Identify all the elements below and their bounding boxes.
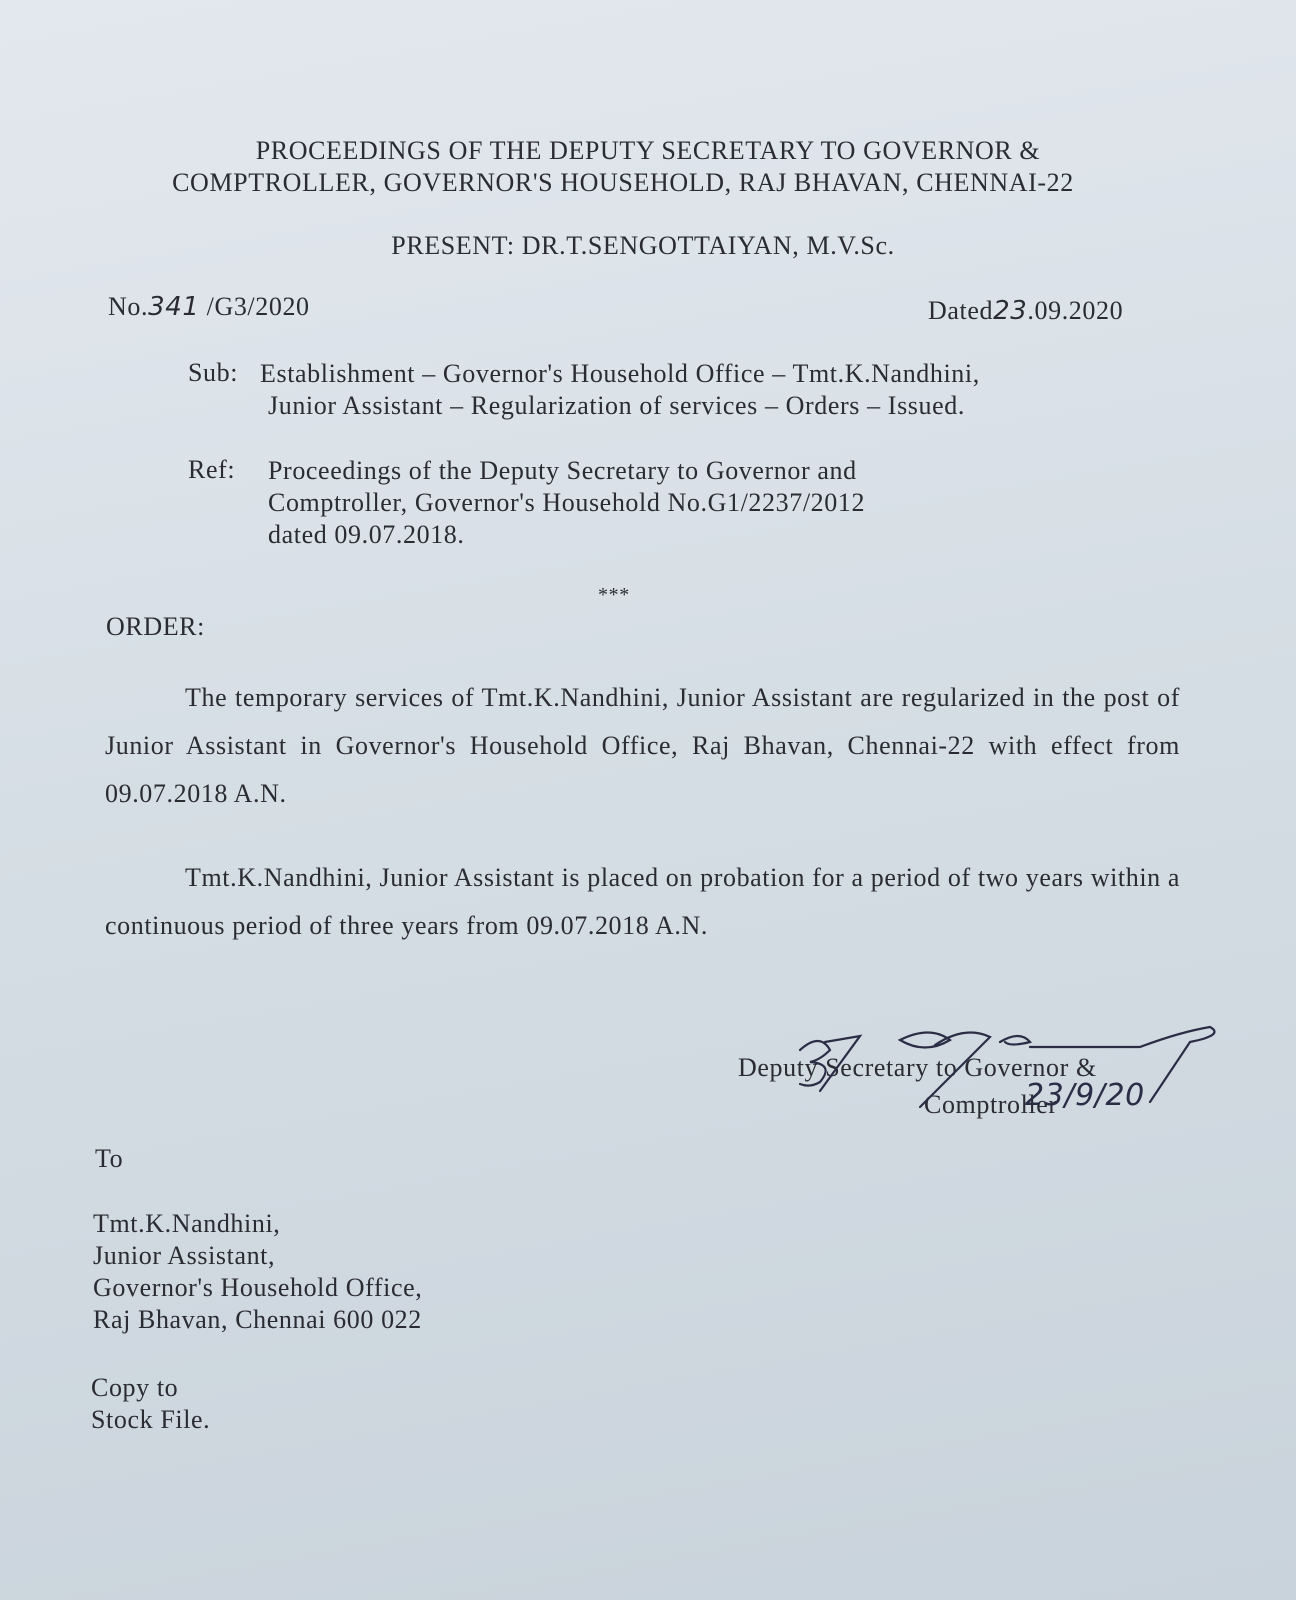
handwritten-date: 23/9/20 bbox=[1025, 1078, 1145, 1113]
ref-prefix: No. bbox=[108, 292, 149, 321]
address-line: Tmt.K.Nandhini, bbox=[93, 1209, 281, 1238]
to-label: To bbox=[95, 1144, 124, 1173]
paragraph-text: The temporary services of Tmt.K.Nandhini, Junior Assistant are regularized in the post of Junior Assistant in Governor's Household Office, Raj Bhavan, Chennai-22 with effect from 09.07.2018 A.N. bbox=[105, 683, 1180, 808]
dated-label: Dated bbox=[928, 296, 994, 325]
present-line: PRESENT: DR.T.SENGOTTAIYAN, M.V.Sc. bbox=[391, 231, 895, 260]
subject-line: Junior Assistant – Regularization of services – Orders – Issued. bbox=[268, 391, 965, 420]
subject-line: Establishment – Governor's Household Office – Tmt.K.Nandhini, bbox=[260, 359, 980, 388]
order-label: ORDER: bbox=[106, 612, 205, 641]
signature-title-2: Comptroller bbox=[924, 1090, 1058, 1119]
reference-number bbox=[108, 292, 310, 322]
address-line: Junior Assistant, bbox=[93, 1241, 276, 1270]
subject-label: Sub: bbox=[188, 358, 239, 387]
handwritten-day: 23 bbox=[993, 296, 1028, 326]
handwritten-number: 341 bbox=[148, 292, 200, 322]
copy-line: Copy to bbox=[91, 1373, 179, 1402]
reference-line: dated 09.07.2018. bbox=[268, 520, 465, 549]
separator: *** bbox=[598, 584, 630, 606]
handwritten-signature bbox=[760, 1020, 1230, 1130]
paragraph-text: Tmt.K.Nandhini, Junior Assistant is placed on probation for a period of two years within a continuous period of three years from 09.07.2018 A.N. bbox=[105, 863, 1180, 940]
header-line-2: COMPTROLLER, GOVERNOR'S HOUSEHOLD, RAJ BHAVAN, CHENNAI-22 bbox=[172, 168, 1074, 197]
address-line: Raj Bhavan, Chennai 600 022 bbox=[93, 1305, 422, 1334]
reference-label: Ref: bbox=[188, 455, 236, 484]
header-line-1: PROCEEDINGS OF THE DEPUTY SECRETARY TO GOVERNOR & bbox=[255, 136, 1041, 165]
recipient-address bbox=[93, 1208, 422, 1336]
address-line: Governor's Household Office, bbox=[93, 1273, 423, 1302]
dated-line bbox=[928, 296, 1123, 326]
reference-line: Comptroller, Governor's Household No.G1/2237/2012 bbox=[268, 488, 866, 517]
copy-to bbox=[91, 1372, 210, 1436]
order-paragraph-1 bbox=[105, 674, 1180, 818]
ref-suffix: /G3/2020 bbox=[206, 292, 310, 321]
reference-text bbox=[268, 455, 865, 551]
dated-rest: .09.2020 bbox=[1027, 296, 1124, 325]
signature-title-1: Deputy Secretary to Governor & bbox=[738, 1053, 1097, 1082]
reference-line: Proceedings of the Deputy Secretary to Governor and bbox=[268, 456, 857, 485]
order-paragraph-2 bbox=[105, 854, 1180, 950]
subject-text bbox=[260, 358, 980, 422]
copy-line: Stock File. bbox=[91, 1405, 211, 1434]
